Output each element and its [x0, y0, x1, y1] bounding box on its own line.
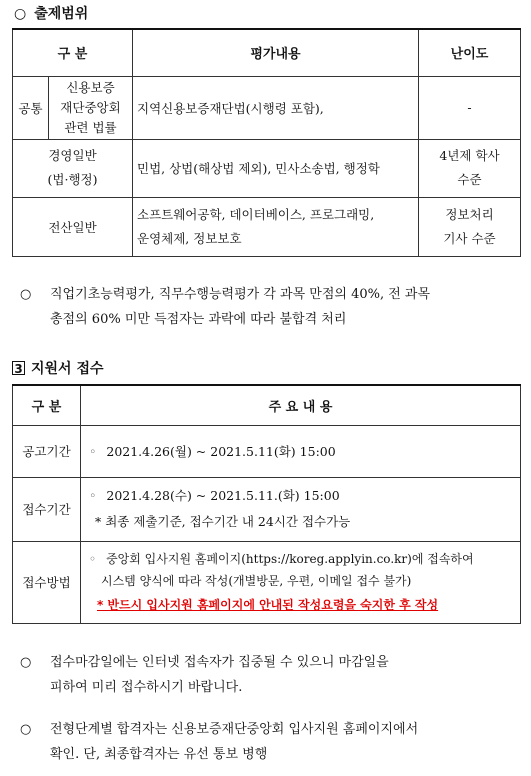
section-title-scope: [14, 3, 88, 23]
row-label: 공고기간: [13, 425, 81, 477]
row-group: 공통: [13, 76, 49, 139]
row-level: -: [419, 76, 521, 139]
circle-bullet-icon: ○: [14, 6, 27, 22]
row-detail: ◦ 중앙회 입사지원 홈페이지(https://koreg.applyin.co.kr)에 접속하여 시스템 양식에 따라 작성(개별방문, 우편, 이메일 접수 불가) * 반드시 입사지원 홈페이지에 안내된 작성요령을 숙지한 후 작성: [81, 541, 521, 623]
circle-bullet-icon: ○: [20, 655, 32, 670]
row-subject: 전산일반: [13, 197, 133, 256]
scope-table: [12, 28, 521, 257]
section-title-text: 출제범위: [34, 6, 89, 22]
small-bullet-icon: ◦: [89, 552, 97, 566]
header-level: 난이도: [419, 29, 521, 76]
row-label: 접수방법: [13, 541, 81, 623]
warning-notice: * 반드시 입사지원 홈페이지에 안내된 작성요령을 숙지한 후 작성: [97, 598, 439, 612]
table-row: [13, 139, 521, 197]
header-category: 구 분: [13, 385, 81, 425]
section-title-application: [12, 358, 104, 378]
note-fail-criteria: ○ 직업기초능력평가, 직무수행능력평가 각 과목 만점의 40%, 전 과목 총점의 60% 미만 득점자는 과락에 따라 불합격 처리: [20, 282, 525, 332]
application-table: [12, 384, 521, 624]
row-subject: 신용보증 재단중앙회 관련 법률: [49, 76, 133, 139]
row-subject: 경영일반 (법·행정): [13, 139, 133, 197]
table-row: [13, 477, 521, 541]
note-results: ○ 전형단계별 합격자는 신용보증재단중앙회 입사지원 홈페이지에서 확인. 단, 최종합격자는 유선 통보 병행: [20, 717, 525, 767]
row-content: 지역신용보증재단법(시행령 포함),: [133, 76, 419, 139]
header-main-content: 주 요 내 용: [81, 385, 521, 425]
row-label: 접수기간: [13, 477, 81, 541]
row-content: 민법, 상법(해상법 제외), 민사소송법, 행정학: [133, 139, 419, 197]
header-category: 구 분: [13, 29, 133, 76]
row-detail: ◦ 2021.4.26(월) ~ 2021.5.11(화) 15:00: [81, 425, 521, 477]
small-bullet-icon: ◦: [89, 444, 97, 459]
row-level: 정보처리 기사 수준: [419, 197, 521, 256]
header-content: 평가내용: [133, 29, 419, 76]
row-content: 소프트웨어공학, 데이터베이스, 프로그래밍, 운영체제, 정보보호: [133, 197, 419, 256]
row-detail: ◦ 2021.4.28(수) ~ 2021.5.11.(화) 15:00 * 최종 제출기준, 접수기간 내 24시간 접수가능: [81, 477, 521, 541]
table-row: [13, 425, 521, 477]
table-row: [13, 76, 521, 139]
circle-bullet-icon: ○: [20, 287, 32, 302]
table-row: [13, 197, 521, 256]
circle-bullet-icon: ○: [20, 722, 32, 737]
small-bullet-icon: ◦: [89, 488, 97, 503]
table-row: [13, 541, 521, 623]
section-title-text: 지원서 접수: [31, 361, 104, 377]
row-level: 4년제 학사 수준: [419, 139, 521, 197]
note-deadline: ○ 접수마감일에는 인터넷 접속자가 집중될 수 있으니 마감일을 피하여 미리 접수하시기 바랍니다.: [20, 650, 525, 700]
section-number-box: 3: [12, 361, 25, 375]
